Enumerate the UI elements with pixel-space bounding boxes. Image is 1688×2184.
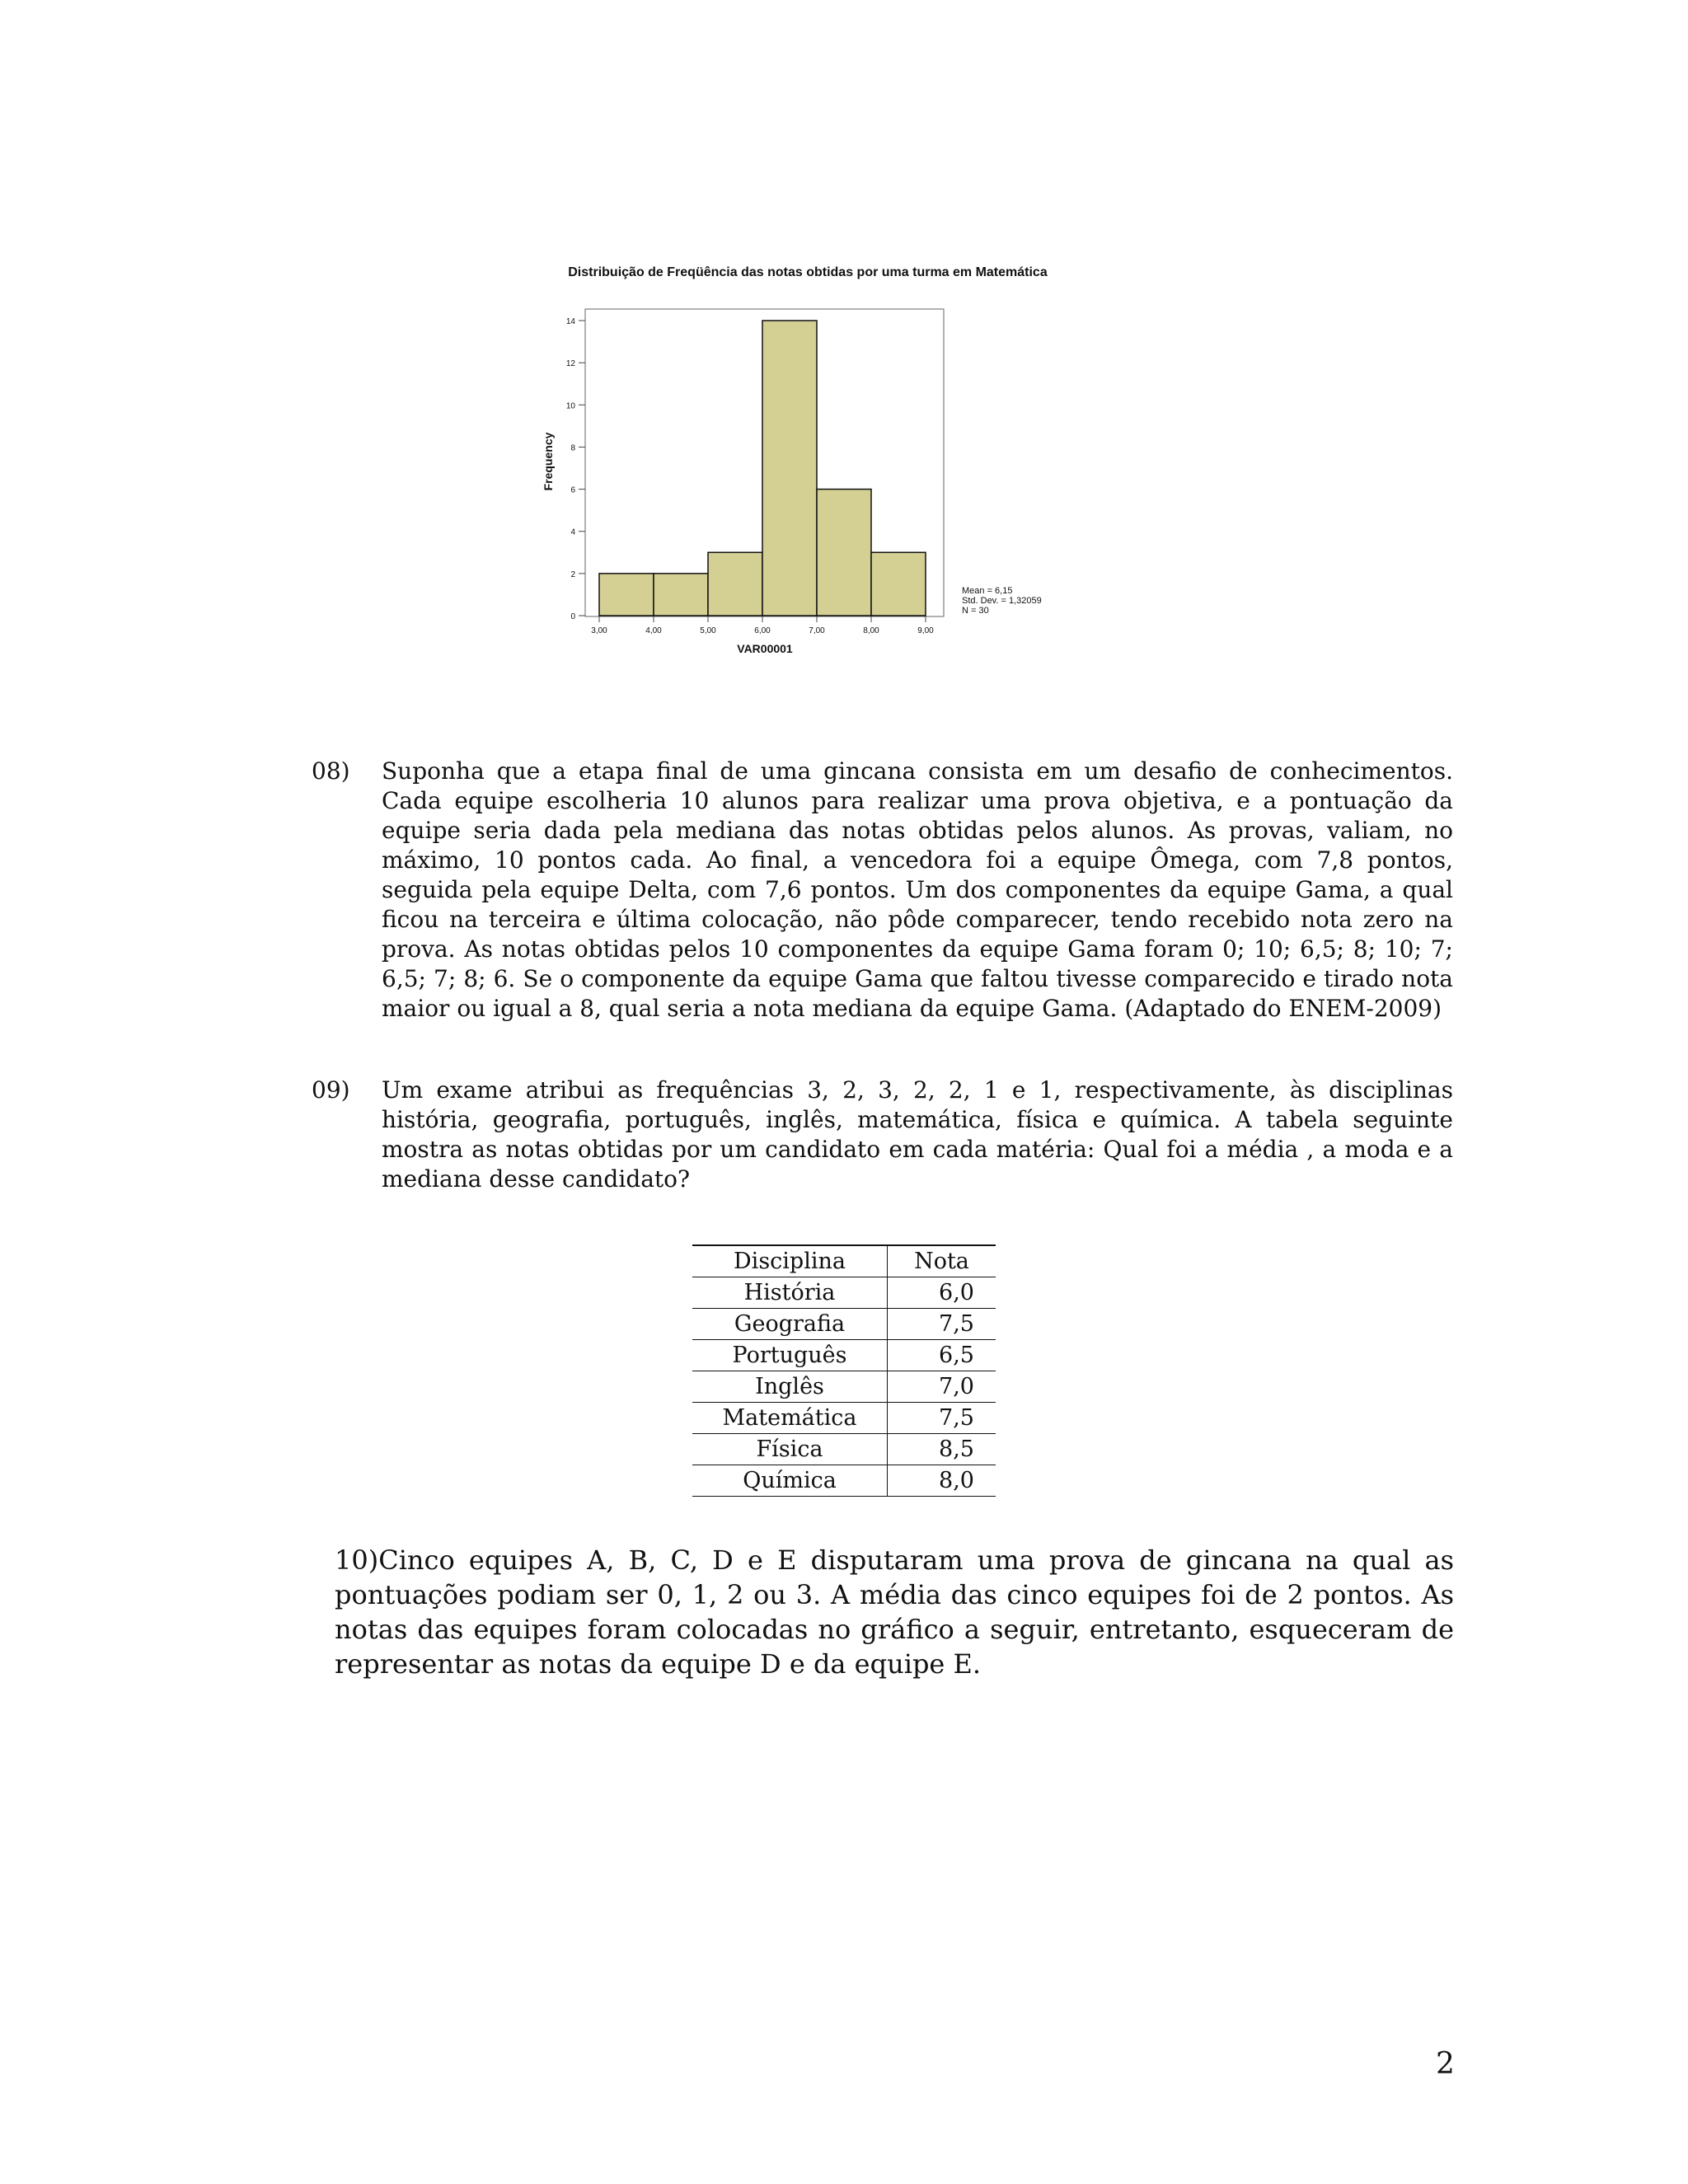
table-cell-grade: 7,0: [888, 1371, 996, 1403]
histogram-bar: [654, 574, 708, 616]
question-08-text: [382, 757, 1453, 1024]
x-tick-label: 6,00: [754, 626, 771, 635]
table-row: [692, 1434, 996, 1465]
table-cell-grade: 6,5: [888, 1340, 996, 1371]
y-axis-label: Frequency: [542, 432, 555, 491]
question-08-text-before: Suponha que a etapa final de uma gincana consista em um desafio de conhecimentos. Cada equipe escolheria 10 alunos para realizar uma prova objetiva, e a pontuação da equipe seria dada pela mediana das notas obtidas pelos alunos. As provas, valiam, no máximo, 10 pontos cada. Ao final, a vencedora foi a equipe Ômega, com 7,8 pontos, seguida pela equipe Delta, com 7,6 pontos. Um dos componentes da equipe Gama, a qual ficou na terceira e última colocação, não pôde comparecer, tendo recebido nota zero na prova. As notas obtidas pelos 10 componentes da equipe Gama foram 0; 10; 6,5; 8; 10; 7; 6,5; 7; 8; 6. Se o componente da equipe Gama que faltou tivesse comparecido e tirado nota maior ou igual a 8, qual seria a: [382, 757, 1453, 1022]
histogram-bars: [599, 321, 926, 616]
table-row: [692, 1309, 996, 1340]
table-cell-subject: Inglês: [692, 1371, 888, 1403]
chart-title: Distribuição de Freqüência das notas obtidas por uma turma em Matemática: [568, 265, 1048, 279]
y-tick-label: 10: [565, 401, 575, 411]
y-tick-label: 0: [570, 612, 575, 621]
x-tick-label: 5,00: [700, 626, 716, 635]
question-08-text-after: da equipe Gama. (Adaptado do ENEM-2009): [912, 995, 1442, 1022]
x-tick-label: 3,00: [591, 626, 607, 635]
table-cell-subject: Física: [692, 1434, 888, 1465]
stat-std-dev: Std. Dev. = 1,32059: [962, 596, 1042, 606]
question-09-text-after: desse candidato?: [481, 1165, 691, 1193]
x-tick-label: 8,00: [863, 626, 879, 635]
table-cell-subject: Geografia: [692, 1309, 888, 1340]
table-cell-subject: Português: [692, 1340, 888, 1371]
x-axis-label: VAR00001: [737, 642, 793, 655]
table-cell-grade: 8,0: [888, 1465, 996, 1497]
table-header-row: [692, 1245, 996, 1277]
table-row: [692, 1371, 996, 1403]
y-axis: [566, 317, 585, 621]
page-number: 2: [1436, 2047, 1455, 2081]
stat-n: N = 30: [962, 606, 989, 616]
y-tick-label: 2: [570, 569, 575, 579]
table-cell-subject: Química: [692, 1465, 888, 1497]
question-09-text-before: Um exame atribui as frequências 3, 2, 3, 2, 2, 1 e 1, respectivamente, às disciplinas história, geografia, português, inglês, matemática, física e química. A tabela seguinte mostra as notas obtidas por um candidato em cada matéria: Qual: [382, 1076, 1453, 1163]
y-tick-label: 4: [570, 527, 575, 537]
histogram-bar: [817, 490, 871, 616]
grades-table: [692, 1244, 996, 1497]
table-cell-subject: Matemática: [692, 1403, 888, 1434]
table-row: [692, 1340, 996, 1371]
histogram-bar: [599, 574, 654, 616]
table-header-grade: Nota: [888, 1245, 996, 1277]
y-tick-label: 12: [565, 359, 575, 369]
table-cell-subject: História: [692, 1277, 888, 1309]
table-cell-grade: 7,5: [888, 1309, 996, 1340]
histogram-bar: [762, 321, 817, 616]
question-09-text: [382, 1076, 1453, 1194]
histogram-bar: [871, 552, 926, 616]
table-cell-grade: 6,0: [888, 1277, 996, 1309]
x-tick-label: 7,00: [809, 626, 825, 635]
question-08-highlight: nota mediana: [753, 995, 912, 1022]
table-header-subject: Disciplina: [692, 1245, 888, 1277]
y-tick-label: 6: [570, 485, 575, 495]
question-09-number: 09): [312, 1076, 350, 1104]
table-cell-grade: 8,5: [888, 1434, 996, 1465]
histogram-bar: [708, 552, 762, 616]
table-row: [692, 1403, 996, 1434]
histogram-chart: [528, 255, 1104, 668]
x-tick-label: 4,00: [645, 626, 662, 635]
question-08-number: 08): [312, 757, 350, 785]
x-tick-label: 9,00: [917, 626, 934, 635]
stat-mean: Mean = 6,15: [962, 586, 1013, 596]
x-axis: [591, 616, 934, 635]
table-row: [692, 1465, 996, 1497]
y-tick-label: 14: [565, 317, 575, 326]
question-10-text: 10)Cinco equipes A, B, C, D e E disputaram uma prova de gincana na qual as pontuações podiam ser 0, 1, 2 ou 3. A média das cinco equipes foi de 2 pontos. As notas das equipes foram colocadas no gráfico a seguir, entretanto, esqueceram de representar as notas da equipe D e da equipe E.: [335, 1544, 1454, 1680]
question-09-highlight: foi a média , a moda e a mediana: [382, 1136, 1453, 1193]
table-row: [692, 1277, 996, 1309]
table-cell-grade: 7,5: [888, 1403, 996, 1434]
y-tick-label: 8: [570, 443, 575, 453]
